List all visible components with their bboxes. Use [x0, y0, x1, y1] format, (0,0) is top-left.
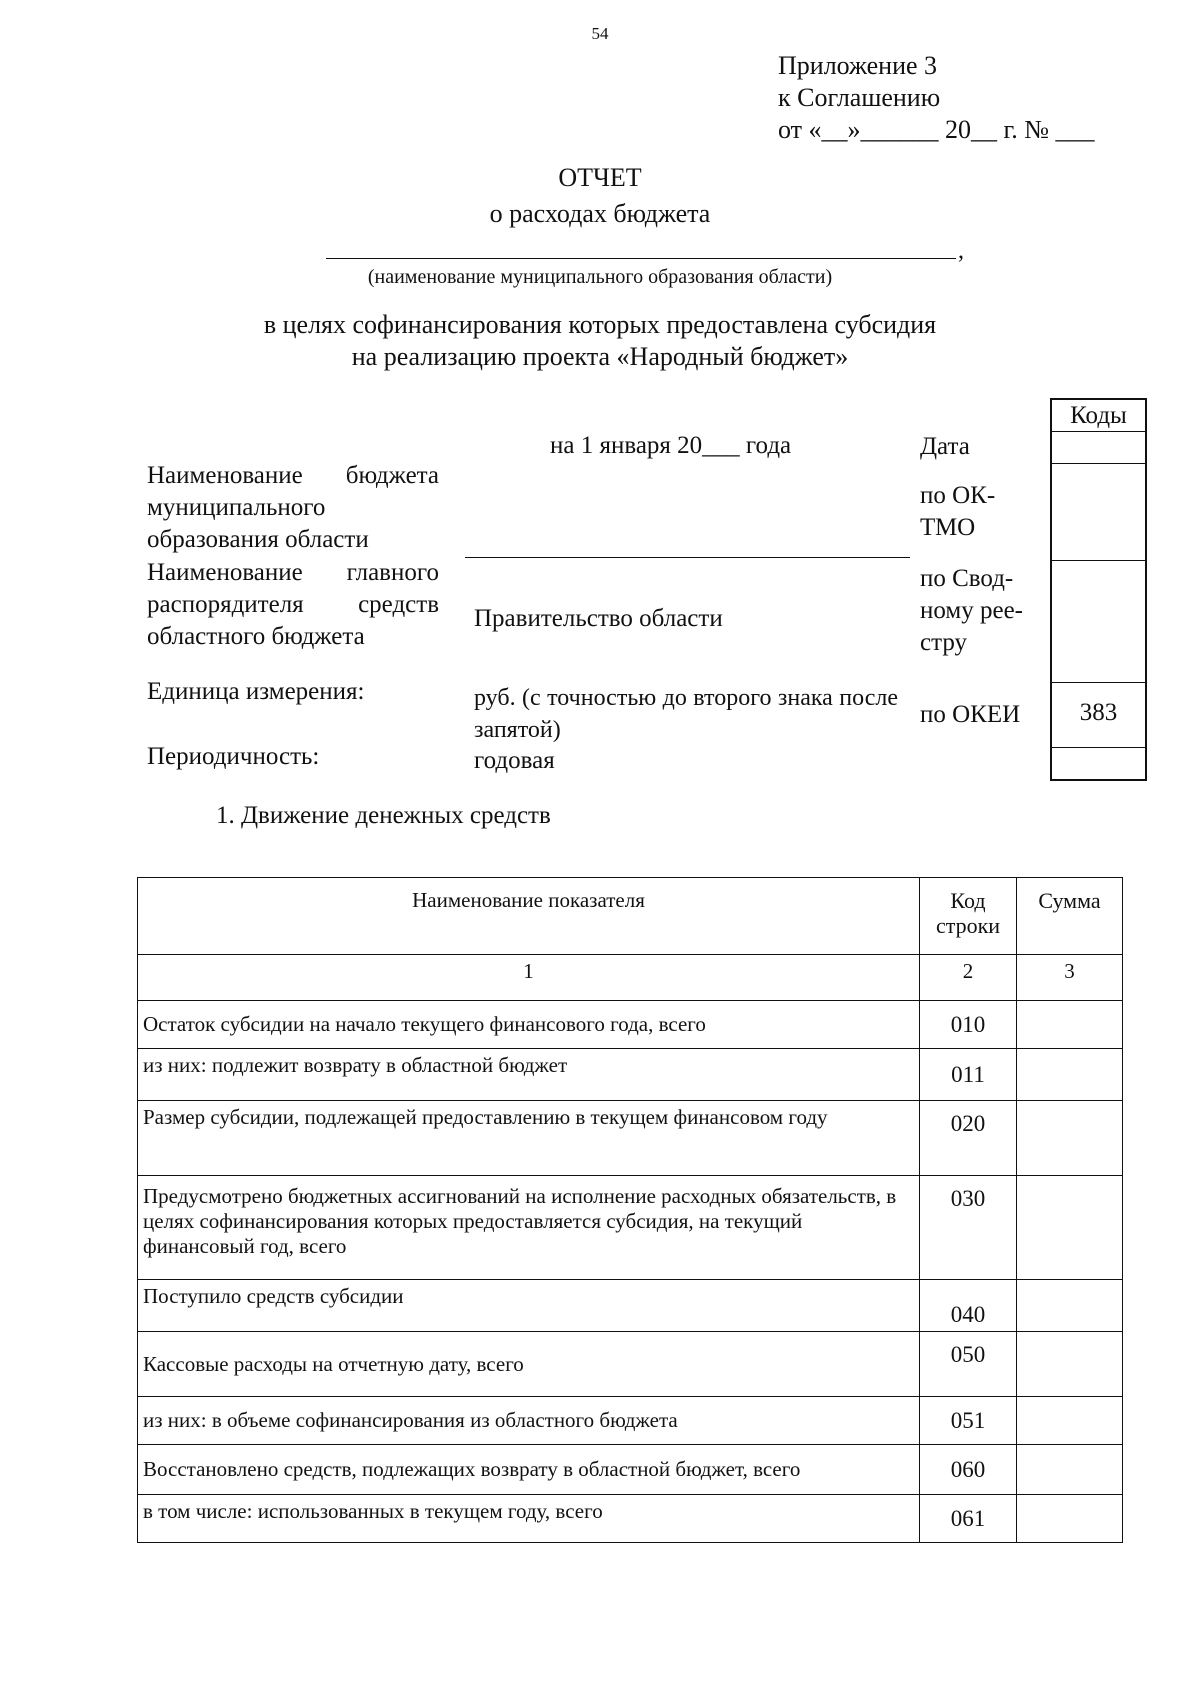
row-code: 030 — [920, 1176, 1017, 1280]
row-code: 061 — [920, 1495, 1017, 1543]
row-sum[interactable] — [1017, 1445, 1123, 1495]
unit-value: руб. (с точностью до второго знака после запятой) — [474, 685, 898, 743]
section-1-title: 1. Движение денежных средств — [216, 802, 551, 829]
row-name: Восстановлено средств, подлежащих возврату в областной бюджет, всего — [138, 1445, 920, 1495]
header-sum: Сумма — [1017, 878, 1123, 955]
header-number-1: 1 — [138, 955, 920, 1001]
table-row — [138, 1332, 1123, 1397]
row-sum[interactable] — [1017, 1101, 1123, 1176]
annex-line-3: от «__»______ 20__ г. № ___ — [778, 115, 1095, 144]
table-row — [138, 1001, 1123, 1049]
purpose-line-2: на реализацию проекта «Народный бюджет» — [351, 342, 849, 371]
row-name: из них: в объеме софинансирования из областного бюджета — [138, 1397, 920, 1445]
table-row — [138, 1176, 1123, 1280]
header-number-2: 2 — [920, 955, 1017, 1001]
row-sum[interactable] — [1017, 1332, 1123, 1397]
unit-label: Единица измерения: — [147, 678, 365, 705]
row-code: 010 — [920, 1001, 1017, 1049]
row-sum[interactable] — [1017, 1176, 1123, 1280]
table-numbers-row — [138, 955, 1123, 1001]
periodicity-label: Периодичность: — [147, 743, 320, 770]
table-row — [138, 1495, 1123, 1543]
code-label-date: Дата — [920, 433, 970, 460]
row-name: Кассовые расходы на отчетную дату, всего — [138, 1332, 920, 1397]
report-date: на 1 января 20___ года — [550, 432, 792, 459]
row-code: 060 — [920, 1445, 1017, 1495]
code-label-oktmo-1: по ОК- — [920, 482, 996, 509]
codes-header: Коды — [1070, 402, 1127, 429]
header-number-3: 3 — [1017, 955, 1123, 1001]
code-cell-oktmo[interactable] — [1052, 463, 1145, 560]
code-label-okei: по ОКЕИ — [920, 701, 1021, 728]
title-comma: , — [958, 238, 964, 264]
row-sum[interactable] — [1017, 1397, 1123, 1445]
row-code: 020 — [920, 1101, 1017, 1176]
municipality-name-line — [326, 258, 956, 259]
chief-manager-label: Наименование главного распорядителя средств областного бюджета — [147, 559, 439, 650]
row-code: 051 — [920, 1397, 1017, 1445]
table-row — [138, 1397, 1123, 1445]
row-name: Остаток субсидии на начало текущего финансового года, всего — [138, 1001, 920, 1049]
table-row — [138, 1101, 1123, 1176]
periodicity-value: годовая — [474, 747, 555, 774]
budget-name-line — [465, 557, 910, 558]
code-cell-period[interactable] — [1052, 747, 1145, 779]
row-code: 011 — [920, 1049, 1017, 1101]
row-name: из них: подлежит возврату в областной бюджет — [138, 1049, 920, 1101]
row-name: Предусмотрено бюджетных ассигнований на исполнение расходных обязательств, в целях софинансирования которых предоставляется субсидия, на текущий финансовый год, всего — [138, 1176, 920, 1280]
row-sum[interactable] — [1017, 1280, 1123, 1332]
codes-box — [1050, 398, 1147, 781]
row-sum[interactable] — [1017, 1495, 1123, 1543]
table-header-row — [138, 878, 1123, 955]
report-subtitle: о расходах бюджета — [489, 199, 711, 228]
chief-manager-value: Правительство области — [474, 605, 723, 632]
header-row-code: Код строки — [920, 878, 1017, 955]
municipality-caption: (наименование муниципального образования области) — [367, 266, 833, 288]
table-row — [138, 1445, 1123, 1495]
annex-line-2: к Соглашению — [778, 83, 941, 112]
page-number: 54 — [591, 24, 609, 43]
row-name: в том числе: использованных в текущем году, всего — [138, 1495, 920, 1543]
budget-name-label: Наименование бюджета муниципального образования области — [147, 462, 439, 553]
code-cell-reestr[interactable] — [1052, 560, 1145, 682]
row-sum[interactable] — [1017, 1001, 1123, 1049]
table-row — [138, 1280, 1123, 1332]
code-label-reestr-2: ному рее- — [920, 597, 1023, 624]
money-flow-table — [137, 877, 1123, 1543]
code-cell-okei[interactable]: 383 — [1052, 682, 1145, 747]
row-name: Поступило средств субсидии — [138, 1280, 920, 1332]
annex-line-1: Приложение 3 — [778, 51, 938, 80]
purpose-line-1: в целях софинансирования которых предоставлена субсидия — [263, 310, 937, 339]
row-sum[interactable] — [1017, 1049, 1123, 1101]
table-row — [138, 1049, 1123, 1101]
row-code: 040 — [920, 1280, 1017, 1332]
code-label-reestr-3: стру — [920, 629, 967, 656]
report-title: ОТЧЕТ — [558, 163, 642, 192]
code-cell-date[interactable] — [1052, 431, 1145, 463]
code-label-oktmo-2: ТМО — [920, 514, 976, 541]
annex-block — [778, 50, 1095, 146]
code-label-reestr-1: по Свод- — [920, 565, 1014, 592]
row-code: 050 — [920, 1332, 1017, 1397]
header-indicator-name: Наименование показателя — [138, 878, 920, 955]
row-name: Размер субсидии, подлежащей предоставлению в текущем финансовом году — [138, 1101, 920, 1176]
